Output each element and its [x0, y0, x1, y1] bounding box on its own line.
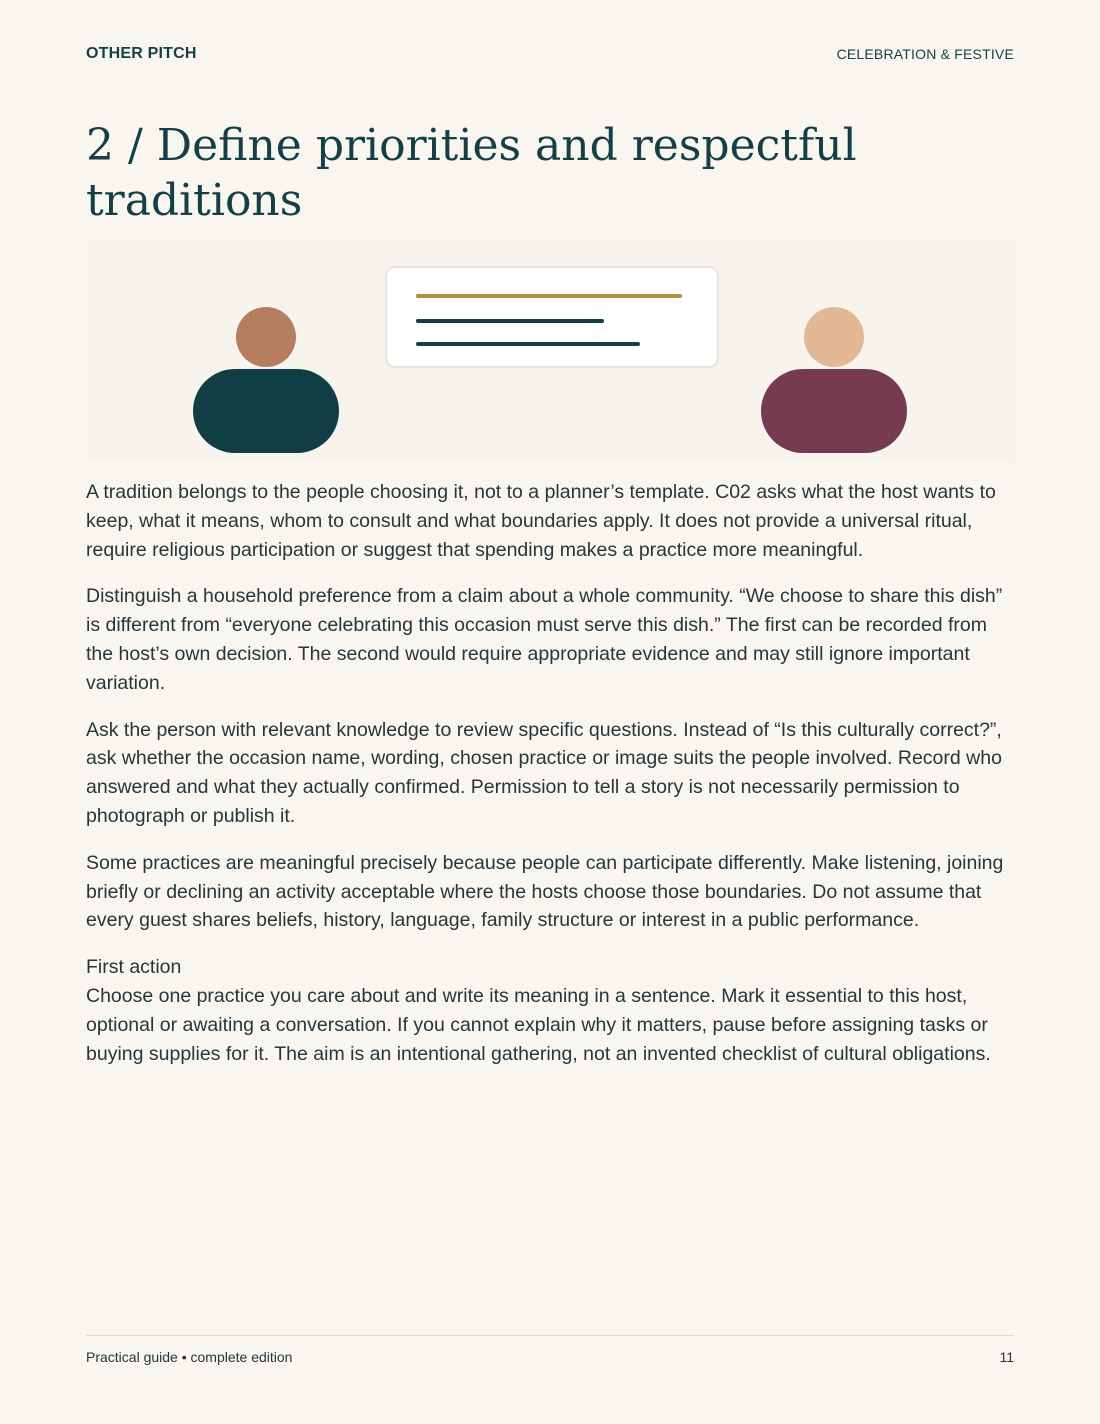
running-header: [86, 42, 1014, 66]
card-text-line: [416, 319, 604, 323]
main-content: [86, 478, 1014, 1086]
person-right-body-icon: [761, 369, 907, 453]
person-right-icon: [761, 307, 907, 453]
category-label: CELEBRATION & FESTIVE: [836, 46, 1014, 62]
person-left-body-icon: [193, 369, 339, 453]
first-action-block: [86, 953, 1014, 1068]
person-left-icon: [193, 307, 339, 453]
person-left-head-icon: [236, 307, 296, 367]
footer-title: Practical guide • complete edition: [86, 1349, 293, 1365]
first-action-heading: First action: [86, 956, 182, 979]
card-accent-line: [416, 294, 682, 298]
speech-card-icon: [385, 266, 719, 368]
card-text-line: [416, 342, 640, 346]
first-action-text: Choose one practice you care about and write its meaning in a sentence. Mark it essential to this host, optional or awaiting a conversation. If you cannot explain why it matters, pause before assigning tasks or buying supplies for it. The aim is an intentional gathering, not an invented checklist of cultural obligations.: [86, 984, 991, 1065]
person-right-head-icon: [804, 307, 864, 367]
footer-divider: [86, 1335, 1014, 1336]
page-title: 2 / Define priorities and respectful traditions: [86, 120, 857, 226]
body-paragraph: A tradition belongs to the people choosing it, not to a planner’s template. C02 asks what the host wants to keep, what it means, whom to consult and what boundaries apply. It does not provide a universal ritual, require religious participation or suggest that spending makes a practice more meaningful.: [86, 481, 996, 561]
conversation-illustration: [86, 238, 1014, 460]
body-paragraph: Ask the person with relevant knowledge to review specific questions. Instead of “Is this culturally correct?”, ask whether the occasion name, wording, chosen practice or image suits the people involved. Record who answered and what they actually confirmed. Permission to tell a story is not necessarily permission to photograph or publish it.: [86, 718, 1002, 827]
page-footer: [86, 1347, 1014, 1367]
body-paragraph: Distinguish a household preference from a claim about a whole community. “We choose to share this dish” is different from “everyone celebrating this occasion must serve this dish.” The first can be recorded from the host’s own decision. The second would require appropriate evidence and may still ignore important variation.: [86, 585, 1003, 694]
body-paragraph: Some practices are meaningful precisely because people can participate differently. Make listening, joining briefly or declining an activity acceptable where the hosts choose those boundaries. Do not assume that every guest shares beliefs, history, language, family structure or interest in a public performance.: [86, 851, 1004, 932]
section-label: OTHER PITCH: [86, 45, 197, 62]
page-number: 11: [999, 1349, 1014, 1365]
